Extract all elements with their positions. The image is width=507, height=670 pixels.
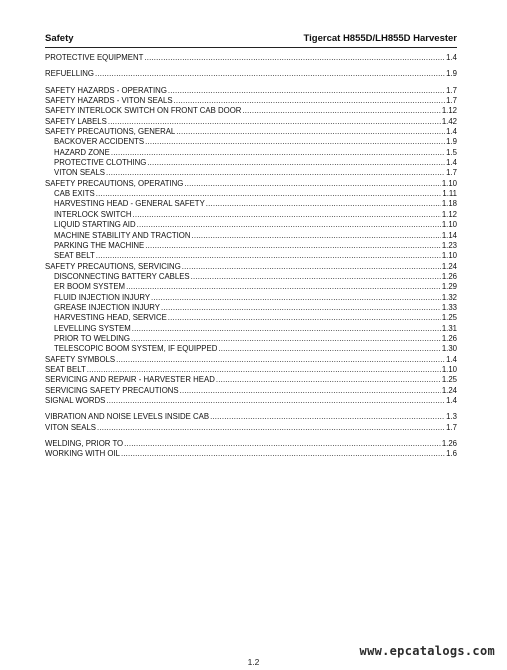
toc-leader-dots (95, 69, 445, 79)
toc-entry[interactable] (45, 272, 457, 282)
toc-entry[interactable] (45, 344, 457, 354)
toc-leader-dots (174, 96, 446, 106)
toc-entry-page: 1.30 (441, 344, 457, 354)
toc-entry[interactable] (45, 179, 457, 189)
toc-entry[interactable] (45, 324, 457, 334)
toc-entry-label: HAZARD ZONE (54, 147, 110, 157)
toc-entry-label: SAFETY PRECAUTIONS, GENERAL (45, 127, 176, 137)
toc-entry-page: 1.7 (446, 168, 457, 178)
section-title: Safety (45, 33, 74, 44)
toc-entry-label: HARVESTING HEAD, SERVICE (54, 313, 167, 323)
toc-entry-page: 1.5 (446, 147, 457, 157)
toc-entry[interactable] (45, 423, 457, 433)
toc-leader-dots (106, 396, 445, 406)
toc-entry-label: SAFETY HAZARDS - VITON SEALS (45, 96, 173, 106)
toc-entry-page: 1.25 (441, 375, 457, 385)
toc-entry-page: 1.10 (441, 364, 457, 374)
toc-leader-dots (147, 158, 445, 168)
toc-entry-page: 1.11 (442, 189, 457, 199)
toc-leader-dots (132, 324, 441, 334)
toc-leader-dots (137, 220, 441, 230)
toc-entry[interactable] (45, 106, 457, 116)
toc-entry-page: 1.32 (441, 292, 457, 302)
toc-entry-label: SAFETY SYMBOLS (45, 354, 116, 364)
toc-entry-page: 1.9 (446, 69, 457, 79)
toc-entry[interactable] (45, 220, 457, 230)
toc-entry-label: SAFETY PRECAUTIONS, OPERATING (45, 178, 184, 188)
toc-entry[interactable] (45, 231, 457, 241)
toc-entry-label: PROTECTIVE CLOTHING (54, 158, 147, 168)
toc-entry[interactable] (45, 334, 457, 344)
toc-entry-label: SERVICING AND REPAIR - HARVESTER HEAD (45, 375, 215, 385)
toc-entry[interactable] (45, 439, 457, 449)
toc-entry[interactable] (45, 449, 457, 459)
toc-entry-page: 1.4 (446, 396, 457, 405)
toc-entry[interactable] (45, 251, 457, 261)
toc-entry-label: SEAT BELT (54, 251, 95, 261)
toc-entry-label: SAFETY HAZARDS - OPERATING (45, 85, 167, 95)
toc-entry[interactable] (45, 148, 457, 158)
toc-entry-page: 1.6 (446, 449, 457, 459)
toc-leader-dots (96, 189, 442, 199)
toc-entry[interactable] (45, 189, 457, 199)
toc-entry-page: 1.3 (446, 412, 457, 422)
toc-entry-label: VIBRATION AND NOISE LEVELS INSIDE CAB (45, 412, 210, 422)
toc-entry-page: 1.18 (441, 199, 457, 209)
toc-entry-label: MACHINE STABILITY AND TRACTION (54, 230, 191, 240)
toc-entry[interactable] (45, 293, 457, 303)
toc-entry-label: REFUELLING (45, 69, 94, 79)
toc-entry[interactable] (45, 313, 457, 323)
toc-entry-label: VITON SEALS (45, 422, 96, 432)
toc-entry-label: SIGNAL WORDS (45, 396, 106, 405)
toc-entry-label: LIQUID STARTING AID (54, 220, 136, 230)
toc-leader-dots (124, 439, 441, 449)
toc-entry[interactable] (45, 375, 457, 385)
toc-leader-dots (131, 334, 441, 344)
toc-entry-page: 1.10 (441, 220, 457, 230)
toc-leader-dots (116, 355, 445, 365)
toc-leader-dots (176, 127, 445, 137)
toc-entry[interactable] (45, 168, 457, 178)
toc-entry-page: 1.26 (441, 271, 457, 281)
toc-entry-page: 1.12 (441, 209, 457, 219)
toc-leader-dots (144, 53, 445, 63)
toc-entry[interactable] (45, 86, 457, 96)
toc-leader-dots (216, 375, 441, 385)
toc-entry-page: 1.7 (446, 85, 457, 95)
toc-leader-dots (182, 262, 441, 272)
toc-entry-label: FLUID INJECTION INJURY (54, 292, 151, 302)
table-of-contents (45, 53, 457, 460)
toc-entry-label: PROTECTIVE EQUIPMENT (45, 53, 144, 62)
toc-entry-page: 1.14 (441, 230, 457, 240)
toc-entry[interactable] (45, 69, 457, 79)
toc-entry-page: 1.25 (441, 313, 457, 323)
toc-entry-page: 1.4 (446, 53, 457, 62)
toc-entry[interactable] (45, 262, 457, 272)
toc-leader-dots (161, 303, 441, 313)
toc-entry-label: SAFETY PRECAUTIONS, SERVICING (45, 261, 181, 271)
toc-entry[interactable] (45, 53, 457, 63)
toc-leader-dots (87, 365, 441, 375)
toc-entry-label: WORKING WITH OIL (45, 449, 120, 459)
toc-leader-dots (184, 179, 440, 189)
toc-entry-page: 1.29 (441, 282, 457, 292)
toc-entry-page: 1.4 (446, 127, 457, 137)
toc-entry-label: SAFETY INTERLOCK SWITCH ON FRONT CAB DOOR (45, 106, 242, 116)
toc-entry-page: 1.23 (441, 240, 457, 250)
toc-leader-dots (106, 168, 445, 178)
toc-leader-dots (180, 386, 441, 396)
toc-entry-label: DISCONNECTING BATTERY CABLES (54, 271, 190, 281)
toc-entry[interactable] (45, 127, 457, 137)
toc-entry-page: 1.9 (446, 137, 457, 147)
toc-leader-dots (191, 272, 441, 282)
toc-leader-dots (111, 148, 445, 158)
toc-entry-label: SEAT BELT (45, 364, 86, 374)
toc-leader-dots (218, 344, 440, 354)
toc-leader-dots (151, 293, 441, 303)
toc-entry-label: LEVELLING SYSTEM (54, 323, 131, 333)
toc-entry-label: SAFETY LABELS (45, 116, 107, 126)
toc-leader-dots (133, 210, 441, 220)
toc-entry-page: 1.10 (441, 178, 457, 188)
toc-leader-dots (210, 412, 445, 422)
toc-entry-page: 1.42 (441, 116, 457, 126)
toc-entry-page: 1.4 (446, 158, 457, 168)
toc-entry-label: SERVICING SAFETY PRECAUTIONS (45, 385, 179, 395)
toc-entry-page: 1.31 (441, 323, 457, 333)
toc-entry-page: 1.33 (441, 302, 457, 312)
toc-entry[interactable] (45, 365, 457, 375)
toc-leader-dots (191, 231, 440, 241)
toc-entry-label: ER BOOM SYSTEM (54, 282, 126, 292)
toc-entry-label: BACKOVER ACCIDENTS (54, 137, 145, 147)
toc-entry-page: 1.26 (441, 439, 457, 449)
toc-leader-dots (121, 449, 445, 459)
toc-leader-dots (145, 241, 441, 251)
toc-entry[interactable] (45, 117, 457, 127)
toc-leader-dots (206, 199, 441, 209)
toc-entry-label: HARVESTING HEAD - GENERAL SAFETY (54, 199, 205, 209)
toc-entry-page: 1.7 (446, 422, 457, 432)
toc-entry-page: 1.12 (441, 106, 457, 116)
toc-entry[interactable] (45, 137, 457, 147)
toc-entry[interactable] (45, 386, 457, 396)
toc-entry-page: 1.24 (441, 261, 457, 271)
toc-entry[interactable] (45, 396, 457, 406)
toc-entry[interactable] (45, 158, 457, 168)
watermark: www.epcatalogs.com (359, 644, 495, 658)
toc-leader-dots (108, 117, 441, 127)
toc-entry-label: VITON SEALS (54, 168, 105, 178)
toc-entry-page: 1.10 (441, 251, 457, 261)
page-number: 1.2 (247, 657, 260, 667)
toc-leader-dots (168, 86, 445, 96)
toc-entry[interactable] (45, 412, 457, 422)
toc-entry-label: PRIOR TO WELDING (54, 333, 130, 343)
toc-entry[interactable] (45, 199, 457, 209)
toc-entry-label: INTERLOCK SWITCH (54, 209, 132, 219)
toc-entry[interactable] (45, 96, 457, 106)
toc-entry-label: TELESCOPIC BOOM SYSTEM, IF EQUIPPED (54, 344, 218, 354)
toc-leader-dots (242, 106, 440, 116)
toc-entry[interactable] (45, 355, 457, 365)
toc-entry-label: GREASE INJECTION INJURY (54, 302, 160, 312)
document-title: Tigercat H855D/LH855D Harvester (303, 33, 457, 44)
toc-entry[interactable] (45, 303, 457, 313)
toc-entry[interactable] (45, 241, 457, 251)
toc-leader-dots (96, 251, 441, 261)
toc-leader-dots (126, 282, 441, 292)
page-header (45, 33, 457, 45)
toc-entry-label: WELDING, PRIOR TO (45, 439, 124, 449)
toc-entry-page: 1.26 (441, 333, 457, 343)
toc-leader-dots (145, 137, 445, 147)
toc-entry[interactable] (45, 282, 457, 292)
toc-entry-label: PARKING THE MACHINE (54, 240, 145, 250)
toc-entry-page: 1.7 (446, 96, 457, 106)
toc-entry-page: 1.4 (446, 354, 457, 364)
toc-entry-page: 1.24 (441, 385, 457, 395)
toc-entry[interactable] (45, 210, 457, 220)
toc-leader-dots (168, 313, 441, 323)
header-divider (45, 47, 457, 48)
toc-entry-label: CAB EXITS (54, 189, 95, 199)
toc-leader-dots (97, 423, 445, 433)
